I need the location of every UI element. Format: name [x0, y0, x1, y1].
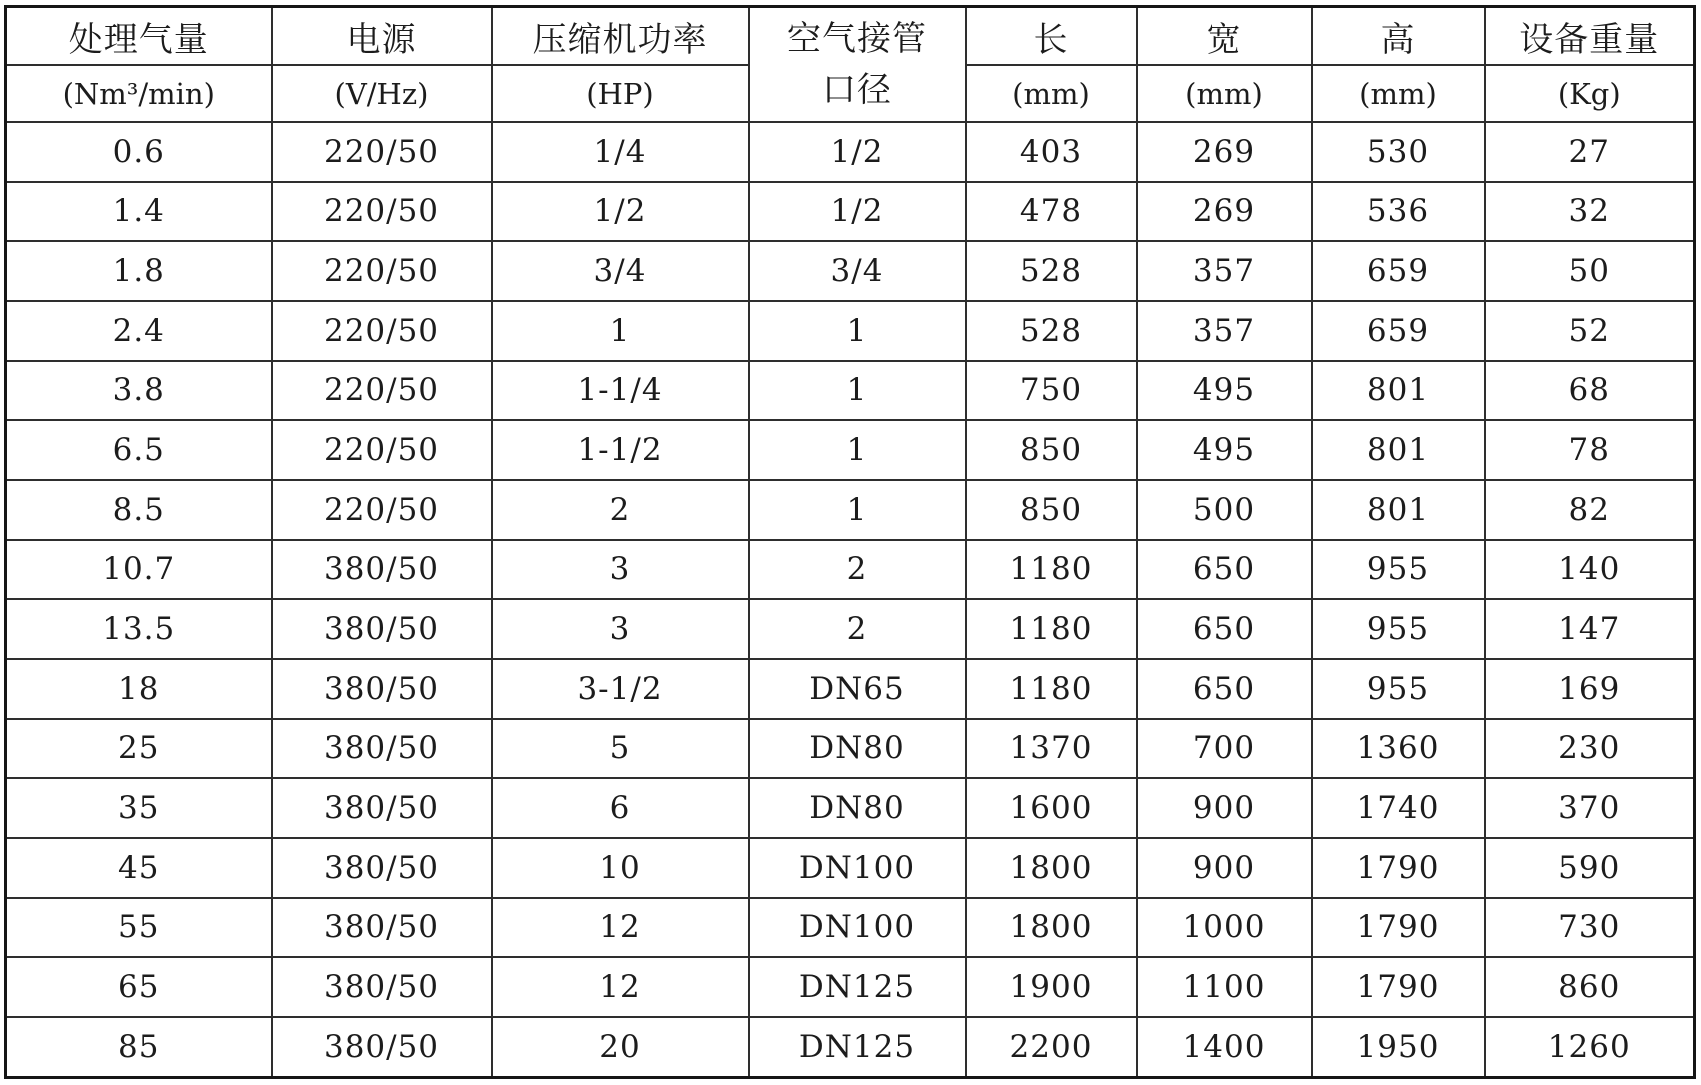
- table-cell: 528: [966, 241, 1137, 301]
- col-header-pipe-line2: 口径: [822, 69, 892, 110]
- table-cell: 1360: [1312, 719, 1485, 779]
- table-cell: 380/50: [272, 599, 492, 659]
- col-unit-height: (mm): [1312, 65, 1485, 122]
- table-cell: 801: [1312, 361, 1485, 421]
- table-cell: 68: [1485, 361, 1695, 421]
- col-unit-weight: (Kg): [1485, 65, 1695, 122]
- table-cell: 13.5: [6, 599, 272, 659]
- table-cell: 85: [6, 1017, 272, 1078]
- table-cell: 1370: [966, 719, 1137, 779]
- table-cell: 220/50: [272, 241, 492, 301]
- table-cell: 32: [1485, 182, 1695, 242]
- col-header-width: 宽: [1137, 7, 1312, 66]
- table-cell: 220/50: [272, 122, 492, 182]
- table-cell: 1.8: [6, 241, 272, 301]
- table-cell: 500: [1137, 480, 1312, 540]
- col-unit-flow: (Nm³/min): [6, 65, 272, 122]
- table-cell: DN65: [749, 659, 966, 719]
- table-cell: DN125: [749, 1017, 966, 1078]
- table-cell: 2.4: [6, 301, 272, 361]
- table-cell: 1740: [1312, 778, 1485, 838]
- table-cell: 1800: [966, 898, 1137, 958]
- col-unit-compressor: (HP): [492, 65, 749, 122]
- table-cell: 650: [1137, 659, 1312, 719]
- table-cell: DN100: [749, 898, 966, 958]
- table-cell: 380/50: [272, 778, 492, 838]
- table-header: [6, 7, 1695, 123]
- table-cell: 35: [6, 778, 272, 838]
- table-cell: 55: [6, 898, 272, 958]
- table-cell: 357: [1137, 301, 1312, 361]
- table-row: [6, 182, 1695, 242]
- table-cell: 5: [492, 719, 749, 779]
- table-cell: 860: [1485, 957, 1695, 1017]
- table-cell: 357: [1137, 241, 1312, 301]
- table-cell: 220/50: [272, 361, 492, 421]
- col-unit-length: (mm): [966, 65, 1137, 122]
- col-header-length: 长: [966, 7, 1137, 66]
- table-cell: 18: [6, 659, 272, 719]
- table-cell: 25: [6, 719, 272, 779]
- table-cell: 2: [492, 480, 749, 540]
- table-cell: 1900: [966, 957, 1137, 1017]
- table-row: [6, 241, 1695, 301]
- table-cell: 1/2: [749, 182, 966, 242]
- spec-table: [4, 5, 1696, 1079]
- table-cell: 403: [966, 122, 1137, 182]
- table-cell: 801: [1312, 480, 1485, 540]
- table-cell: 230: [1485, 719, 1695, 779]
- table-cell: 8.5: [6, 480, 272, 540]
- table-row: [6, 898, 1695, 958]
- table-cell: 45: [6, 838, 272, 898]
- table-cell: 380/50: [272, 719, 492, 779]
- table-cell: 12: [492, 898, 749, 958]
- table-cell: 380/50: [272, 540, 492, 600]
- table-cell: 269: [1137, 122, 1312, 182]
- col-unit-power: (V/Hz): [272, 65, 492, 122]
- table-cell: 536: [1312, 182, 1485, 242]
- table-cell: 380/50: [272, 838, 492, 898]
- table-cell: 1: [749, 361, 966, 421]
- table-cell: 900: [1137, 838, 1312, 898]
- table-cell: 955: [1312, 599, 1485, 659]
- table-row: [6, 420, 1695, 480]
- table-cell: 495: [1137, 420, 1312, 480]
- table-cell: 1-1/2: [492, 420, 749, 480]
- table-cell: 1790: [1312, 898, 1485, 958]
- table-cell: 1600: [966, 778, 1137, 838]
- table-cell: 169: [1485, 659, 1695, 719]
- table-cell: 650: [1137, 599, 1312, 659]
- table-cell: 1/4: [492, 122, 749, 182]
- table-cell: 1000: [1137, 898, 1312, 958]
- table-cell: DN80: [749, 719, 966, 779]
- table-cell: 801: [1312, 420, 1485, 480]
- table-cell: 1950: [1312, 1017, 1485, 1078]
- table-cell: 1.4: [6, 182, 272, 242]
- table-cell: 220/50: [272, 480, 492, 540]
- table-cell: 27: [1485, 122, 1695, 182]
- table-cell: 20: [492, 1017, 749, 1078]
- table-cell: 147: [1485, 599, 1695, 659]
- table-cell: 900: [1137, 778, 1312, 838]
- table-row: [6, 719, 1695, 779]
- table-row: [6, 122, 1695, 182]
- table-cell: 3/4: [749, 241, 966, 301]
- col-header-pipe: [749, 7, 966, 123]
- col-unit-width: (mm): [1137, 65, 1312, 122]
- table-cell: 78: [1485, 420, 1695, 480]
- table-cell: 380/50: [272, 957, 492, 1017]
- table-row: [6, 301, 1695, 361]
- table-row: [6, 540, 1695, 600]
- table-cell: 1800: [966, 838, 1137, 898]
- table-cell: 659: [1312, 241, 1485, 301]
- table-cell: 370: [1485, 778, 1695, 838]
- table-cell: 10.7: [6, 540, 272, 600]
- table-cell: 1: [492, 301, 749, 361]
- table-cell: 6: [492, 778, 749, 838]
- table-cell: 1180: [966, 540, 1137, 600]
- col-header-flow: 处理气量: [6, 7, 272, 66]
- col-header-height: 高: [1312, 7, 1485, 66]
- table-cell: 50: [1485, 241, 1695, 301]
- table-cell: 955: [1312, 659, 1485, 719]
- table-cell: 650: [1137, 540, 1312, 600]
- table-cell: 700: [1137, 719, 1312, 779]
- table-cell: 750: [966, 361, 1137, 421]
- table-cell: DN125: [749, 957, 966, 1017]
- table-cell: 478: [966, 182, 1137, 242]
- table-row: [6, 778, 1695, 838]
- table-body: [6, 122, 1695, 1078]
- table-cell: 380/50: [272, 1017, 492, 1078]
- col-header-power: 电源: [272, 7, 492, 66]
- table-cell: 380/50: [272, 898, 492, 958]
- table-cell: 1260: [1485, 1017, 1695, 1078]
- table-cell: 3: [492, 540, 749, 600]
- table-row: [6, 480, 1695, 540]
- table-cell: 82: [1485, 480, 1695, 540]
- table-cell: 1: [749, 420, 966, 480]
- table-cell: 1100: [1137, 957, 1312, 1017]
- table-cell: 1400: [1137, 1017, 1312, 1078]
- table-cell: 955: [1312, 540, 1485, 600]
- table-cell: 850: [966, 420, 1137, 480]
- table-cell: 12: [492, 957, 749, 1017]
- table-cell: 530: [1312, 122, 1485, 182]
- table-cell: 65: [6, 957, 272, 1017]
- table-row: [6, 599, 1695, 659]
- table-cell: 730: [1485, 898, 1695, 958]
- col-header-pipe-line1: 空气接管: [787, 18, 927, 59]
- table-cell: 1/2: [749, 122, 966, 182]
- table-row: [6, 838, 1695, 898]
- table-cell: 528: [966, 301, 1137, 361]
- table-cell: 52: [1485, 301, 1695, 361]
- table-cell: 1: [749, 480, 966, 540]
- table-cell: 380/50: [272, 659, 492, 719]
- table-row: [6, 659, 1695, 719]
- table-cell: 220/50: [272, 420, 492, 480]
- table-cell: 3/4: [492, 241, 749, 301]
- table-cell: 220/50: [272, 182, 492, 242]
- table-cell: 2: [749, 540, 966, 600]
- table-cell: 3-1/2: [492, 659, 749, 719]
- table-cell: 10: [492, 838, 749, 898]
- header-title-row: [6, 7, 1695, 66]
- table-cell: 2200: [966, 1017, 1137, 1078]
- table-cell: 1790: [1312, 957, 1485, 1017]
- table-cell: DN80: [749, 778, 966, 838]
- table-cell: 2: [749, 599, 966, 659]
- table-row: [6, 957, 1695, 1017]
- table-cell: 1-1/4: [492, 361, 749, 421]
- table-cell: 3.8: [6, 361, 272, 421]
- table-cell: 495: [1137, 361, 1312, 421]
- table-cell: 140: [1485, 540, 1695, 600]
- table-cell: 1: [749, 301, 966, 361]
- col-header-weight: 设备重量: [1485, 7, 1695, 66]
- table-cell: 0.6: [6, 122, 272, 182]
- table-cell: 1/2: [492, 182, 749, 242]
- table-cell: 850: [966, 480, 1137, 540]
- table-cell: 1180: [966, 659, 1137, 719]
- col-header-compressor: 压缩机功率: [492, 7, 749, 66]
- table-row: [6, 361, 1695, 421]
- table-row: [6, 1017, 1695, 1078]
- table-cell: DN100: [749, 838, 966, 898]
- table-cell: 220/50: [272, 301, 492, 361]
- table-cell: 659: [1312, 301, 1485, 361]
- table-cell: 1180: [966, 599, 1137, 659]
- table-cell: 3: [492, 599, 749, 659]
- table-cell: 1790: [1312, 838, 1485, 898]
- table-cell: 269: [1137, 182, 1312, 242]
- table-cell: 6.5: [6, 420, 272, 480]
- table-cell: 590: [1485, 838, 1695, 898]
